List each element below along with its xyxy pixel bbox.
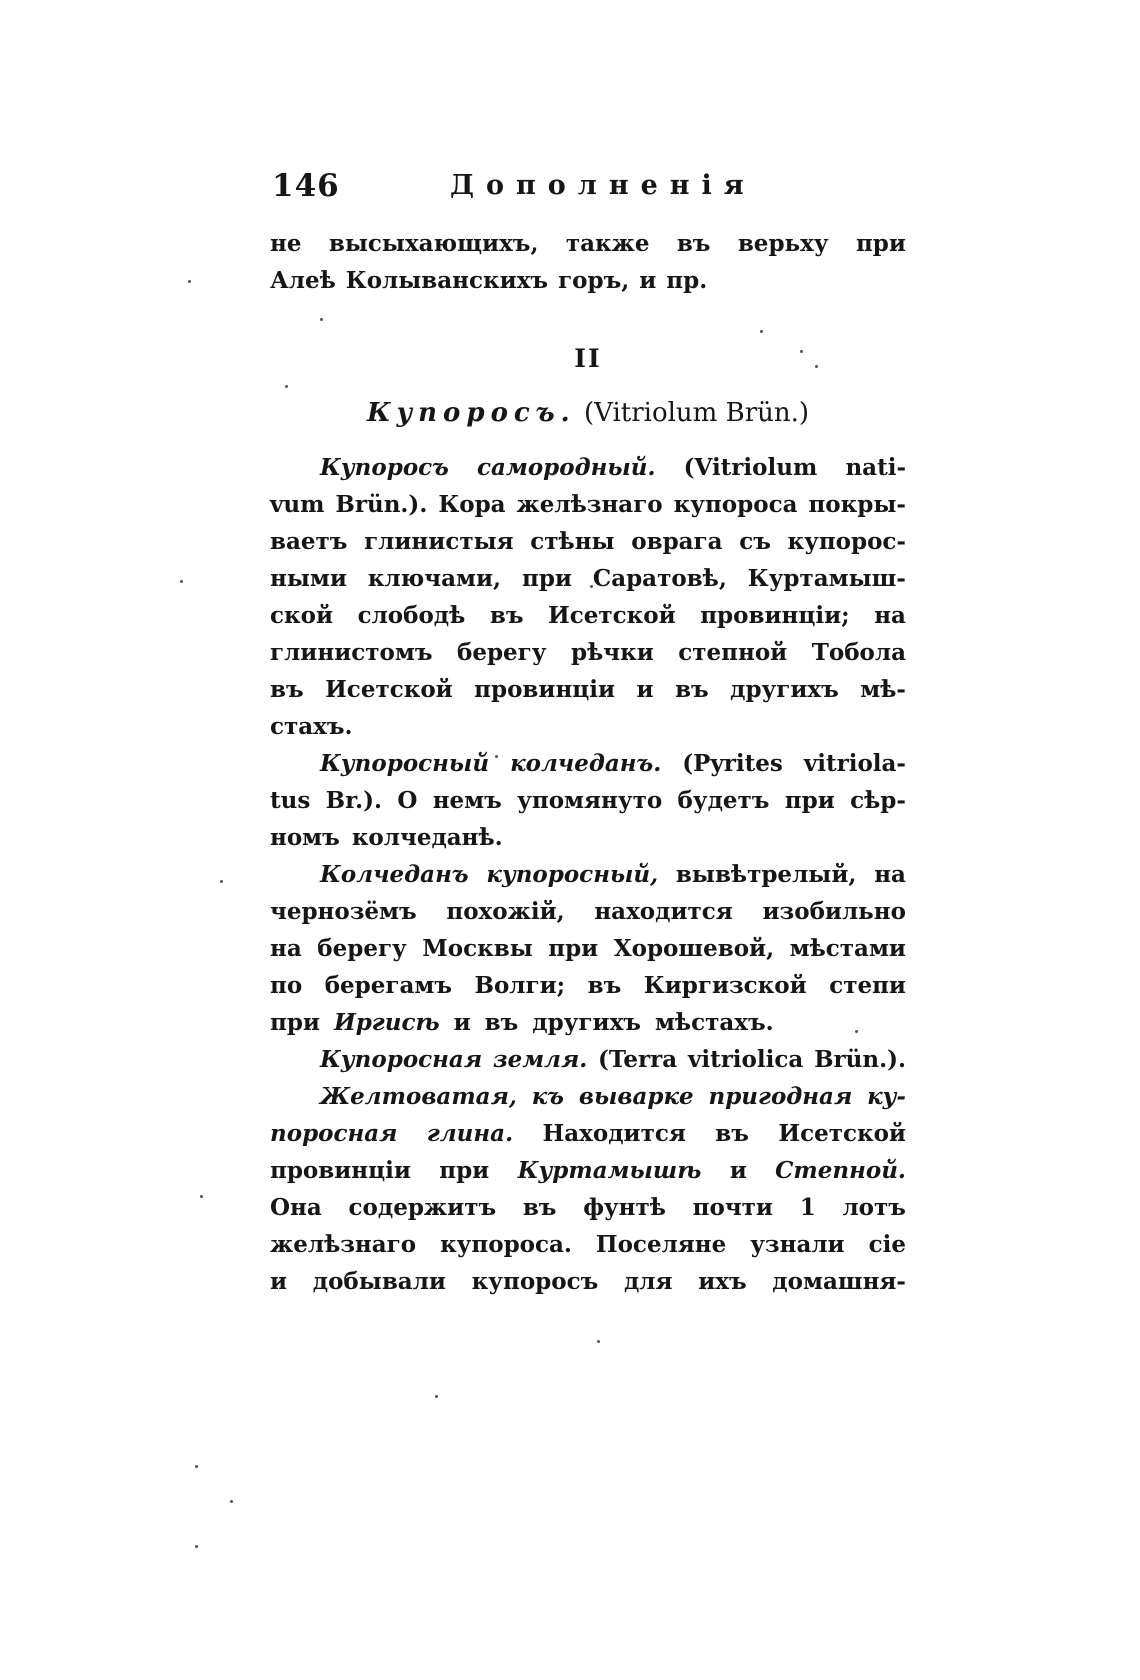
word: вывѣтрелый,	[675, 861, 857, 888]
text-line	[270, 230, 906, 267]
running-head	[272, 168, 912, 218]
word: въ	[489, 602, 524, 629]
scan-speck	[230, 1500, 233, 1503]
word: берегу	[456, 639, 547, 666]
word: съ	[739, 528, 771, 555]
word: чернозёмъ	[270, 898, 417, 925]
word: покры-	[808, 491, 906, 518]
scan-speck	[815, 365, 818, 368]
place-name: Куртамышѣ	[517, 1157, 702, 1184]
word: Находится	[542, 1120, 686, 1147]
scan-speck	[495, 755, 498, 758]
word: ными	[270, 565, 347, 592]
word: Москвы	[422, 935, 533, 962]
paragraph-vitriol-clay	[270, 1083, 906, 1305]
term: Желтоватая,	[320, 1083, 517, 1110]
word: не	[270, 230, 302, 257]
text-block	[270, 230, 906, 1305]
scan-speck	[200, 1195, 203, 1198]
word: при	[784, 787, 835, 814]
word: Алеѣ	[270, 267, 336, 294]
word: Она	[270, 1194, 322, 1221]
running-title: Дополненія	[450, 170, 756, 201]
word: въ	[587, 972, 622, 999]
word: nati-	[845, 454, 906, 481]
word: сіе	[868, 1231, 906, 1258]
word: упомянуто	[517, 787, 663, 814]
text-line	[270, 1157, 906, 1194]
word: похожій,	[446, 898, 565, 925]
word: колчеданѣ.	[351, 824, 503, 851]
word: провинціи	[474, 676, 616, 703]
word: берегу	[317, 935, 407, 962]
page-number: 146	[272, 168, 340, 204]
term: ку-	[867, 1083, 906, 1110]
word: глинистомъ	[270, 639, 433, 666]
term: поросная	[270, 1120, 398, 1147]
word: желѣзнаго	[270, 1231, 417, 1258]
word: въ	[715, 1120, 749, 1147]
scan-speck	[800, 350, 803, 353]
word: (Pyrites	[682, 750, 783, 777]
text-line	[270, 1083, 906, 1120]
word: при	[439, 1157, 490, 1184]
word: Исетской	[325, 676, 453, 703]
section-number: II	[574, 344, 602, 373]
text-line	[270, 267, 906, 304]
word: купорос-	[787, 528, 906, 555]
text-line	[270, 750, 906, 787]
text-line	[270, 1231, 906, 1268]
word: номъ	[270, 824, 340, 851]
word: мѣстахъ.	[654, 1009, 774, 1036]
word: купороса.	[440, 1231, 572, 1258]
word: 1	[799, 1194, 816, 1221]
word: въ	[675, 676, 709, 703]
word: Исетской	[548, 602, 676, 629]
word: Колыванскихъ	[345, 267, 549, 294]
text-line	[270, 454, 906, 491]
scan-speck	[435, 1395, 438, 1398]
term: Купоросный	[320, 750, 490, 777]
word: Brün.).	[814, 1046, 906, 1073]
term: Купоросъ	[320, 454, 449, 481]
word: и	[729, 1157, 747, 1184]
word: Поселяне	[595, 1231, 727, 1258]
scan-speck	[760, 330, 763, 333]
term: глина.	[426, 1120, 514, 1147]
word: (Terra	[598, 1046, 678, 1073]
text-line	[270, 1120, 906, 1157]
term: Колчеданъ	[320, 861, 469, 888]
opening-paragraph	[270, 230, 906, 304]
word: vitriola-	[803, 750, 906, 777]
word: почти	[692, 1194, 773, 1221]
text-line	[270, 1268, 906, 1305]
word: степи	[829, 972, 906, 999]
word: при	[521, 565, 572, 592]
word: содержитъ	[348, 1194, 497, 1221]
term: купоросный,	[486, 861, 659, 888]
word: купоросъ	[471, 1268, 599, 1295]
text-line	[270, 639, 906, 676]
word: добывали	[312, 1268, 446, 1295]
word: будетъ	[677, 787, 770, 814]
word: глинистыя	[364, 528, 514, 555]
word: ской	[270, 602, 334, 629]
text-line	[270, 565, 906, 602]
term: колчеданъ.	[510, 750, 662, 777]
scan-speck	[285, 385, 288, 388]
scan-speck	[597, 1340, 600, 1343]
word: vitriolica	[687, 1046, 804, 1073]
word: при	[548, 935, 599, 962]
word: лотъ	[842, 1194, 906, 1221]
scan-speck	[590, 585, 593, 588]
word: ключами,	[367, 565, 502, 592]
place-name: Иргисѣ	[333, 1009, 440, 1036]
word: Хорошевой,	[613, 935, 775, 962]
text-line	[270, 491, 906, 528]
term: Купоросная	[320, 1046, 483, 1073]
word: въ	[522, 1194, 557, 1221]
text-line	[270, 1009, 906, 1046]
word: Тобола	[811, 639, 906, 666]
word: рѣчки	[571, 639, 654, 666]
word: верьху	[737, 230, 829, 257]
word: въ	[484, 1009, 519, 1036]
paragraph-native-vitriol	[270, 454, 906, 750]
word: горъ,	[558, 267, 630, 294]
word: Br.).	[325, 787, 382, 814]
word: берегамъ	[324, 972, 452, 999]
word: на	[874, 602, 906, 629]
text-line	[270, 861, 906, 898]
word: Волги;	[474, 972, 566, 999]
place-name: Степной.	[775, 1157, 906, 1184]
word: желѣзнаго	[516, 491, 663, 518]
scan-speck	[855, 1030, 858, 1033]
word: ихъ	[698, 1268, 747, 1295]
word: другихъ	[730, 676, 839, 703]
scan-speck	[180, 580, 183, 583]
word: и	[270, 1268, 288, 1295]
paragraph-vitriol-earth	[270, 1046, 906, 1083]
word: оврага	[631, 528, 723, 555]
word: vum	[270, 491, 325, 518]
word: немъ	[432, 787, 502, 814]
section-heading-russian: Купоросъ.	[366, 398, 576, 428]
word: и	[453, 1009, 471, 1036]
word: (Vitriolum	[683, 454, 818, 481]
text-line	[270, 602, 906, 639]
text-line	[270, 528, 906, 565]
text-line	[270, 972, 906, 1009]
scan-speck	[195, 1545, 198, 1548]
term: самородный.	[477, 454, 656, 481]
text-line	[270, 787, 906, 824]
word: другихъ	[532, 1009, 641, 1036]
text-line	[270, 713, 906, 750]
word: Киргизской	[643, 972, 807, 999]
word: высыхающихъ,	[328, 230, 539, 257]
word: Саратовѣ,	[592, 565, 727, 592]
word: сѣр-	[850, 787, 906, 814]
word: и	[636, 676, 654, 703]
section-heading	[270, 398, 906, 438]
word: стахъ.	[270, 713, 353, 740]
scan-speck	[195, 1465, 198, 1468]
word: узнали	[750, 1231, 845, 1258]
term: пригодная	[708, 1083, 853, 1110]
word: ваетъ	[270, 528, 348, 555]
word: провинціи;	[700, 602, 850, 629]
word: Исетской	[778, 1120, 906, 1147]
paragraph-weathered-pyrite	[270, 861, 906, 1046]
word: находится	[594, 898, 733, 925]
word: фунтѣ	[583, 1194, 666, 1221]
word: провинціи	[270, 1157, 411, 1184]
word: степной	[678, 639, 788, 666]
word: Кора	[438, 491, 506, 518]
word: на	[270, 935, 302, 962]
word: въ	[676, 230, 711, 257]
section-heading-latin: (Vitriolum Brün.)	[583, 398, 810, 428]
word: стѣны	[530, 528, 615, 555]
scan-speck	[188, 280, 191, 283]
word: Куртамыш-	[747, 565, 906, 592]
word: въ	[270, 676, 304, 703]
word: и	[639, 267, 657, 294]
word: также	[565, 230, 650, 257]
word: мѣ-	[860, 676, 906, 703]
word: Brün.).	[335, 491, 428, 518]
text-line	[270, 935, 906, 972]
text-line	[270, 898, 906, 935]
word: купороса	[673, 491, 798, 518]
text-line	[270, 1046, 906, 1083]
term: выварке	[578, 1083, 694, 1110]
word: домашня-	[772, 1268, 906, 1295]
word: для	[623, 1268, 673, 1295]
scan-speck	[320, 318, 323, 321]
text-line	[270, 676, 906, 713]
word: О	[397, 787, 418, 814]
word: по	[270, 972, 303, 999]
word: слободѣ	[357, 602, 466, 629]
word: мѣстами	[789, 935, 906, 962]
term: къ	[531, 1083, 565, 1110]
term: земля.	[492, 1046, 588, 1073]
paragraph-vitriolic-pyrite	[270, 750, 906, 861]
word: при	[270, 1009, 320, 1036]
text-line	[270, 824, 906, 861]
word: при	[855, 230, 906, 257]
word: пр.	[666, 267, 708, 294]
text-line	[270, 1194, 906, 1231]
scan-speck	[220, 880, 223, 883]
word: tus	[270, 787, 311, 814]
word: на	[874, 861, 906, 888]
word: изобильно	[762, 898, 906, 925]
